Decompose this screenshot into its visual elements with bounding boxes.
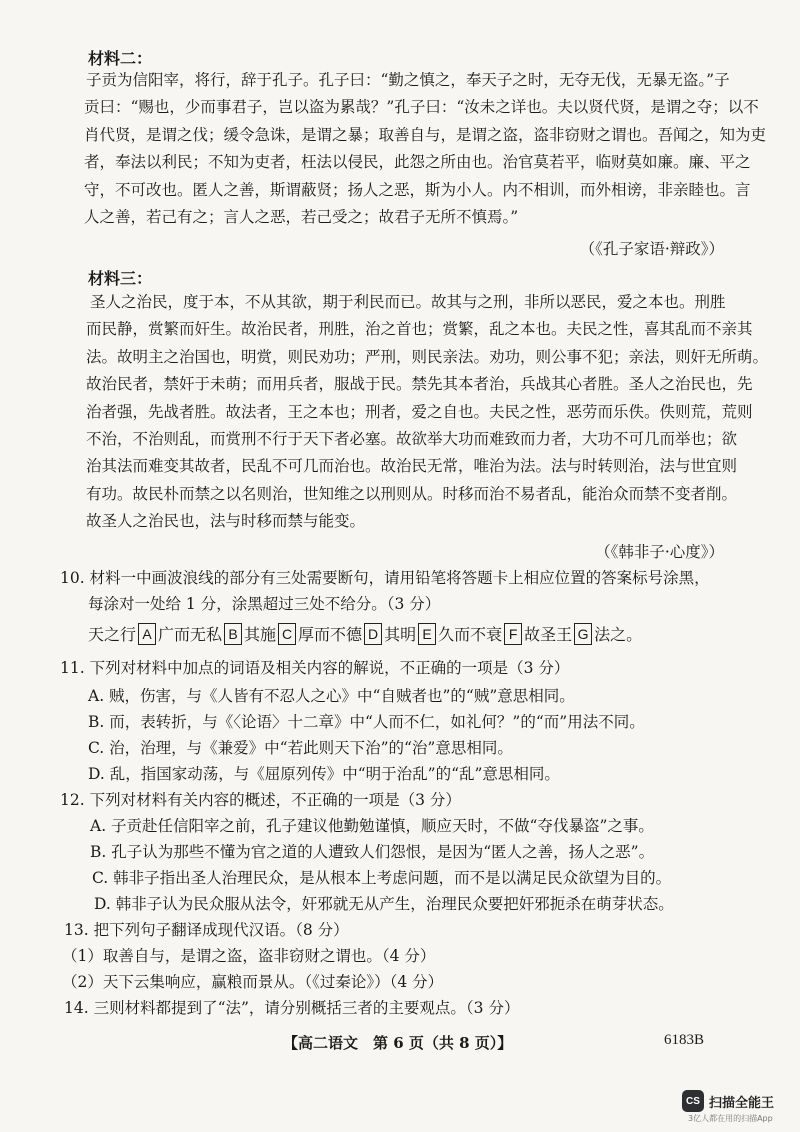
material3-source: （《韩非子·心度》） <box>595 543 724 561</box>
watermark-tagline: 3亿人都在用的扫描App <box>688 1114 773 1123</box>
q13-item-2: （2）天下云集响应，赢粮而景从。（《过秦论》）（4 分） <box>62 973 444 991</box>
material2-text <box>86 67 766 231</box>
material2-line: 守，不可改也。匿人之善，斯谓蔽贤；扬人之恶，斯为小人。内不相训，而外相谤，非亲睦也。言 <box>84 180 751 199</box>
material3-line: 圣人之治民，度于本，不从其欲，期于利民而已。故其与之刑，非所以恶民，爱之本也。刑胜 <box>90 293 726 311</box>
material2-source: （《孔子家语·辩政》） <box>579 240 724 258</box>
material2-line: 者，奉法以利民；不知为吏者，枉法以侵民，此怨之所由也。治官莫若平，临财莫如廉。廉、平之 <box>84 153 751 172</box>
page-number: 【高二语文 第 6 页（共 8 页）】 <box>283 1034 513 1052</box>
q10-sentence <box>88 622 642 645</box>
q14-stem: 14. 三则材料都提到了“法”，请分别概括三者的主要观点。（3 分） <box>64 999 520 1017</box>
q11-option-c: C. 治，治理，与《兼爱》中“若此则天下治”的“治”意思相同。 <box>88 739 513 757</box>
q10-segment: 久而不衰 <box>438 625 503 644</box>
material3-line: 故治民者，禁奸于未萌；而用兵者，服战于民。禁先其本者治，兵战其心者胜。圣人之治民也，先 <box>86 375 753 394</box>
answer-box-b[interactable]: B <box>224 623 242 645</box>
q10-stem: 10. 材料一中画波浪线的部分有三处需要断句，请用铅笔将答题卡上相应位置的答案标号涂黑， <box>60 569 710 587</box>
material3-line: 故圣人之治民也，法与时移而禁与能变。 <box>86 512 366 531</box>
answer-box-c[interactable]: C <box>278 623 296 645</box>
exam-code: 6183B <box>664 1032 705 1048</box>
camscanner-logo-icon: CS <box>682 1090 704 1112</box>
q10-segment: 广而无私 <box>158 625 223 644</box>
q12-option-a: A. 子贡赴任信阳宰之前，孔子建议他勤勉谨慎，顺应天时，不做“夺伐暴盗”之事。 <box>90 817 654 835</box>
answer-box-a[interactable]: A <box>138 623 156 645</box>
q10-segment: 其施 <box>244 625 277 644</box>
q12-stem: 12. 下列对材料有关内容的概述，不正确的一项是（3 分） <box>60 791 461 809</box>
material3-line: 治者强，先战者胜。故法者，王之本也；刑者，爱之自也。夫民之性，恶劳而乐佚。佚则荒，荒则 <box>86 402 753 421</box>
material2-line: 肖代贤，是谓之伐；缓令急诛，是谓之暴；取善自与，是谓之盗，盗非窃财之谓也。吾闻之，知为吏 <box>84 125 767 144</box>
q11-option-d: D. 乱，指国家动荡，与《屈原列传》中“明于治乱”的“乱”意思相同。 <box>88 765 560 783</box>
material3-line: 治其法而难变其故者，民乱不可几而治也。故治民无常，唯治为法。法与时转则治，法与世宜则 <box>86 457 738 476</box>
material2-line: 人之善，若己有之；言人之恶，若己受之；故君子无所不慎焉。” <box>84 208 519 227</box>
q10-stem-cont: 每涂对一处给 1 分，涂黑超过三处不给分。（3 分） <box>88 595 441 613</box>
material3-line: 法。故明主之治国也，明赏，则民劝功；严刑，则民亲法。劝功，则公事不犯；亲法，则奸无所萌。 <box>86 347 769 366</box>
q12-option-d: D. 韩非子认为民众服从法令，奸邪就无从产生，治理民众要把奸邪扼杀在萌芽状态。 <box>94 895 674 913</box>
material3-line: 而民静，赏繁而奸生。故治民者，刑胜，治之首也；赏繁，乱之本也。夫民之性，喜其乱而不亲其 <box>86 320 753 339</box>
answer-box-f[interactable]: F <box>504 623 522 645</box>
q11-stem: 11. 下列对材料中加点的词语及相关内容的解说，不正确的一项是（3 分） <box>60 659 570 677</box>
q10-segment: 法之。 <box>594 625 643 644</box>
watermark-name: 扫描全能王 <box>709 1095 775 1111</box>
q13-item-1: （1）取善自与，是谓之盗，盗非窃财之谓也。（4 分） <box>62 947 436 965</box>
q12-option-c: C. 韩非子指出圣人治理民众，是从根本上考虑问题，而不是以满足民众欲望为目的。 <box>92 869 672 887</box>
material3-heading: 材料三： <box>88 269 153 288</box>
material2-line: 贡曰：“赐也，少而事君子，岂以盗为累哉？”孔子曰：“汝未之详也。夫以贤代贤，是谓之夺；以不 <box>84 98 759 117</box>
q10-segment: 故圣王 <box>524 625 573 644</box>
answer-box-g[interactable]: G <box>574 623 592 645</box>
scanner-watermark <box>682 1090 774 1112</box>
material2-line: 子贡为信阳宰，将行，辞于孔子。孔子曰：“勤之慎之，奉天子之时，无夺无伐，无暴无盗。”子 <box>86 71 730 89</box>
material3-line: 有功。故民朴而禁之以名则治，世知维之以刑则从。时移而治不易者乱，能治众而禁不变者削。 <box>86 484 738 503</box>
q11-option-a: A. 贼，伤害，与《人皆有不忍人之心》中“自贼者也”的“贼”意思相同。 <box>88 687 575 705</box>
q10-segment: 其明 <box>384 625 417 644</box>
answer-box-d[interactable]: D <box>364 623 382 645</box>
material3-text <box>62 289 768 536</box>
q10-segment: 厚而不德 <box>298 625 363 644</box>
q11-option-b: B. 而，表转折，与《〈论语〉十二章》中“人而不仁，如礼何？”的“而”用法不同。 <box>88 713 645 731</box>
q10-segment: 天之行 <box>88 625 137 644</box>
material2-heading: 材料二： <box>88 49 153 68</box>
q12-option-b: B. 孔子认为那些不懂为官之道的人遭致人们怨恨，是因为“匿人之善，扬人之恶”。 <box>90 843 655 861</box>
q13-stem: 13. 把下列句子翻译成现代汉语。（8 分） <box>64 921 349 939</box>
material3-line: 不治，不治则乱，而赏刑不行于天下者必塞。故欲举大功而难致而力者，大功不可几而举也；欲 <box>86 430 738 449</box>
answer-box-e[interactable]: E <box>418 623 436 645</box>
